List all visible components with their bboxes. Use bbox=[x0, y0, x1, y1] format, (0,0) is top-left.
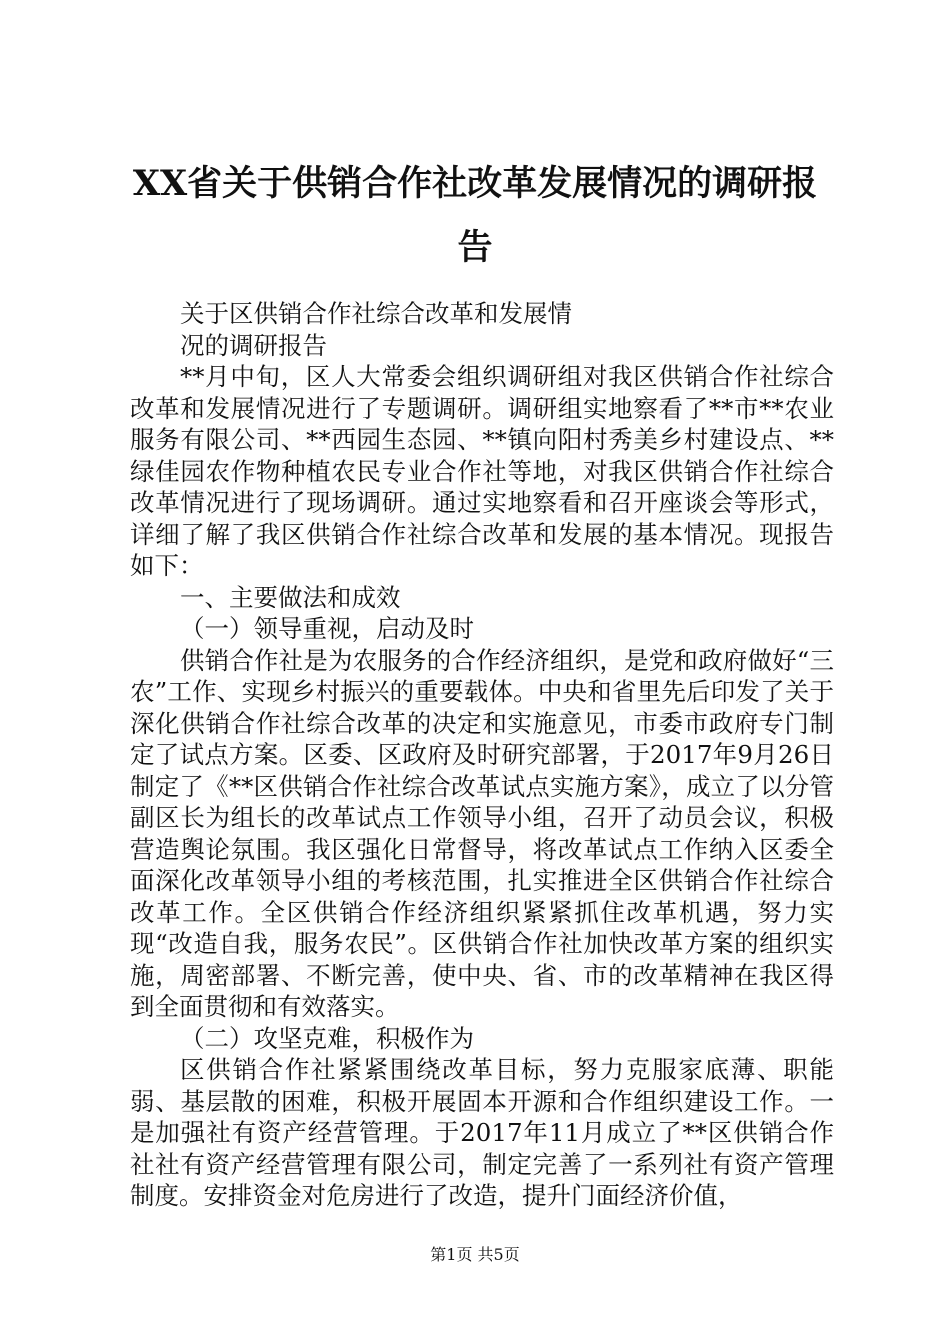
document-title: XX省关于供销合作社改革发展情况的调研报告 bbox=[132, 163, 818, 268]
paragraph-subsection-2: 区供销合作社紧紧围绕改革目标，努力克服家底薄、职能弱、基层散的困难，积极开展固本开源和合作组织建设工作。一是加强社有资产经营管理。于2017年11月成立了**区供销合作社社有资产经营管理有限公司，制定完善了一系列社有资产管理制度。安排资金对危房进行了改造，提升门面经济价值， bbox=[130, 1055, 834, 1210]
paragraph-subsection-1: 供销合作社是为农服务的合作经济组织，是党和政府做好“三农”工作、实现乡村振兴的重要载体。中央和省里先后印发了关于深化供销合作社综合改革的决定和实施意见，市委市政府专门制定了试点方案。区委、区政府及时研究部署，于2017年9月26日制定了《**区供销合作社综合改革试点实施方案》，成立了以分管副区长为组长的改革试点工作领导小组，召开了动员会议，积极营造舆论氛围。我区强化日常督导，将改革试点工作纳入区委全面深化改革领导小组的考核范围，扎实推进全区供销合作社综合改革工作。全区供销合作经济组织紧紧抓住改革机遇，努力实现“改造自我，服务农民”。区供销合作社加快改革方案的组织实施，周密部署、不断完善，使中央、省、市的改革精神在我区得到全面贯彻和有效落实。 bbox=[130, 645, 834, 1021]
paragraph-subtitle-line-1: 关于区供销合作社综合改革和发展情 bbox=[180, 299, 572, 328]
paragraph-subtitle-line-2: 况的调研报告 bbox=[180, 330, 327, 360]
page-footer: 第1页 共5页 bbox=[430, 1245, 520, 1264]
subsection-heading-2: （二）攻坚克难，积极作为 bbox=[180, 1023, 474, 1053]
subsection-heading-1: （一）领导重视，启动及时 bbox=[180, 614, 474, 643]
paragraph-intro: **月中旬，区人大常委会组织调研组对我区供销合作社综合改革和发展情况进行了专题调研。调研组实地察看了**市**农业服务有限公司、**西园生态园、**镇向阳村秀美乡村建设点、**绿佳园农作物种植农民专业合作社等地，对我区供销合作社综合改革情况进行了现场调研。通过实地察看和召开座谈会等形式，详细了解了我区供销合作社综合改革和发展的基本情况。现报告如下： bbox=[130, 362, 834, 580]
section-heading-1: 一、主要做法和成效 bbox=[180, 582, 401, 612]
document-body bbox=[130, 298, 834, 1212]
